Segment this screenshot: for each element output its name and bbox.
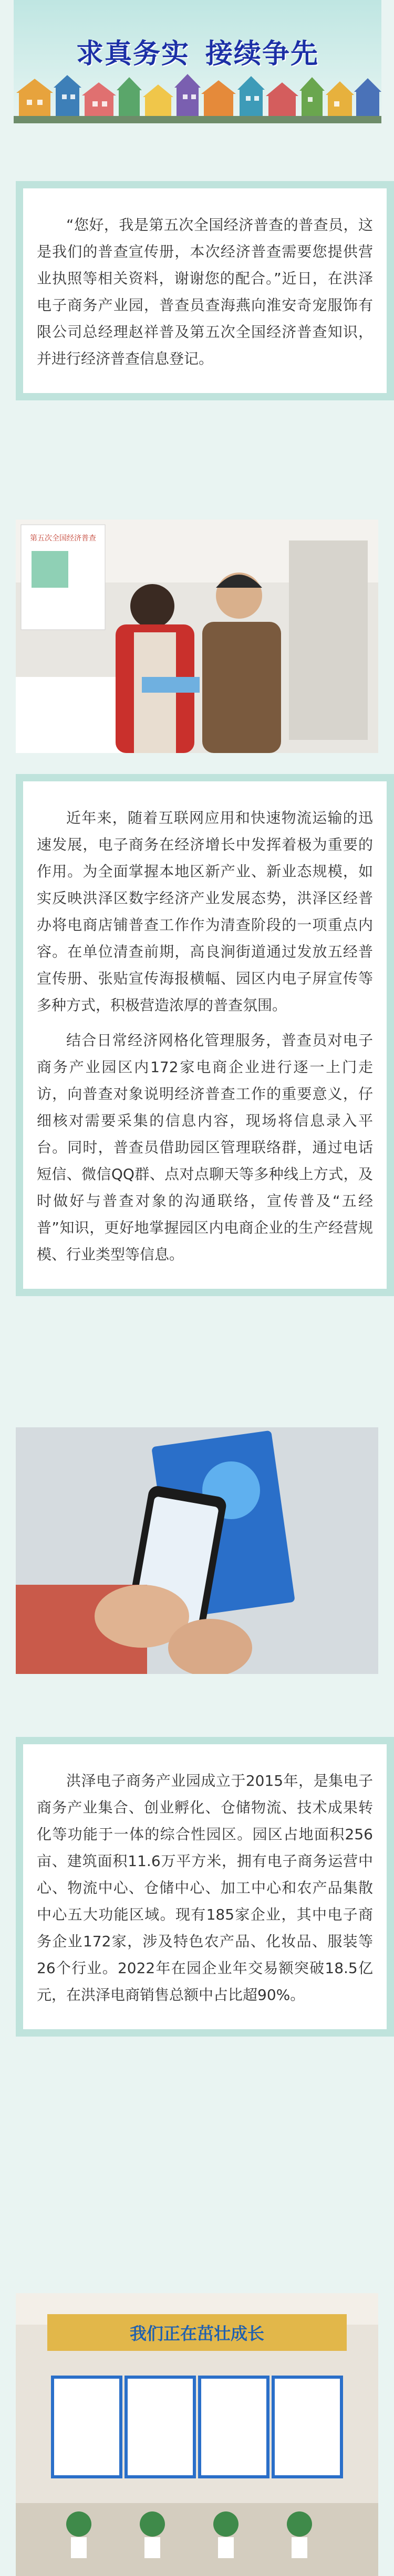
park-intro-paragraph: 洪泽电子商务产业园成立于2015年，是集电子商务产业集合、创业孵化、仓储物流、技术成果转化等功能于一体的综合性园区。园区占地面积256亩、建筑面积11.6万平方米，拥有电子商务运营中心、物流中心、仓储中心、加工中心和农产品集散中心五大功能区域。现有185家企业，其中电子商务企业172家，涉及特色农产品、化妆品、服装等26个行业。2022年在园企业年交易额突破18.5亿元，在洪泽电商销售总额中占比超90%。 — [37, 1772, 373, 2003]
poster-text: 第五次全国经济普查 — [30, 534, 96, 543]
intro-paragraph: “您好，我是第五次全国经济普查的普查员，这是我们的普查宣传册，本次经济普查需要您提供营业执照等相关资料，谢谢您的配合。”近日，在洪泽电子商务产业园，普查员查海燕向淮安奇宠服饰有限公司总经理赵祥普及第五次全国经济普查知识，并进行经济普查信息登记。 — [37, 216, 373, 367]
background-panel — [16, 774, 394, 1296]
intro-panel — [16, 181, 394, 400]
houses-illustration — [14, 71, 381, 118]
banner-title-right: 接续争先 — [205, 38, 319, 70]
background-paragraph-2: 结合日常经济网格化管理服务，普查员对电子商务产业园区内172家电商企业进行逐一上门走访，向普查对象说明经济普查工作的重要意义，仔细核对需要采集的信息内容，现场将信息录入平台。同时，普查员借助园区管理联络群，通过电话短信、微信QQ群、点对点聊天等多种线上方式，及时做好与普查对象的沟通联络，宣传普及“五经普”知识，更好地掌握园区内电商企业的生产经营规模、行业类型等信息。 — [37, 1032, 373, 1263]
photo-display-wall — [16, 2293, 378, 2576]
banner-title-left: 求真务实 — [76, 38, 190, 70]
background-paragraph-1: 近年来，随着互联网应用和快速物流运输的迅速发展，电子商务在经济增长中发挥着极为重要的作用。为全面掌握本地区新产业、新业态规模，如实反映洪泽区数字经济产业发展态势，洪泽区经普办将电商店铺普查工作作为清查阶段的一项重点内容。在单位清查前期，高良涧街道通过发放五经普宣传册、张贴宣传海报横幅、园区内电子屏宣传等多种方式，积极营造浓厚的普查氛围。 — [37, 809, 373, 1014]
banner-ground — [14, 116, 381, 123]
photo-phone-registration-image — [16, 1427, 378, 1674]
photo-census-officer-image — [16, 520, 378, 753]
photo-display-wall-image — [16, 2293, 378, 2576]
wall-title: 我们正在茁壮成长 — [129, 2324, 265, 2344]
photo-census-officer — [16, 520, 378, 753]
park-intro-panel — [16, 1737, 394, 2037]
photo-phone-registration — [16, 1427, 378, 1674]
header-banner — [14, 0, 381, 123]
banner-title — [14, 31, 381, 71]
